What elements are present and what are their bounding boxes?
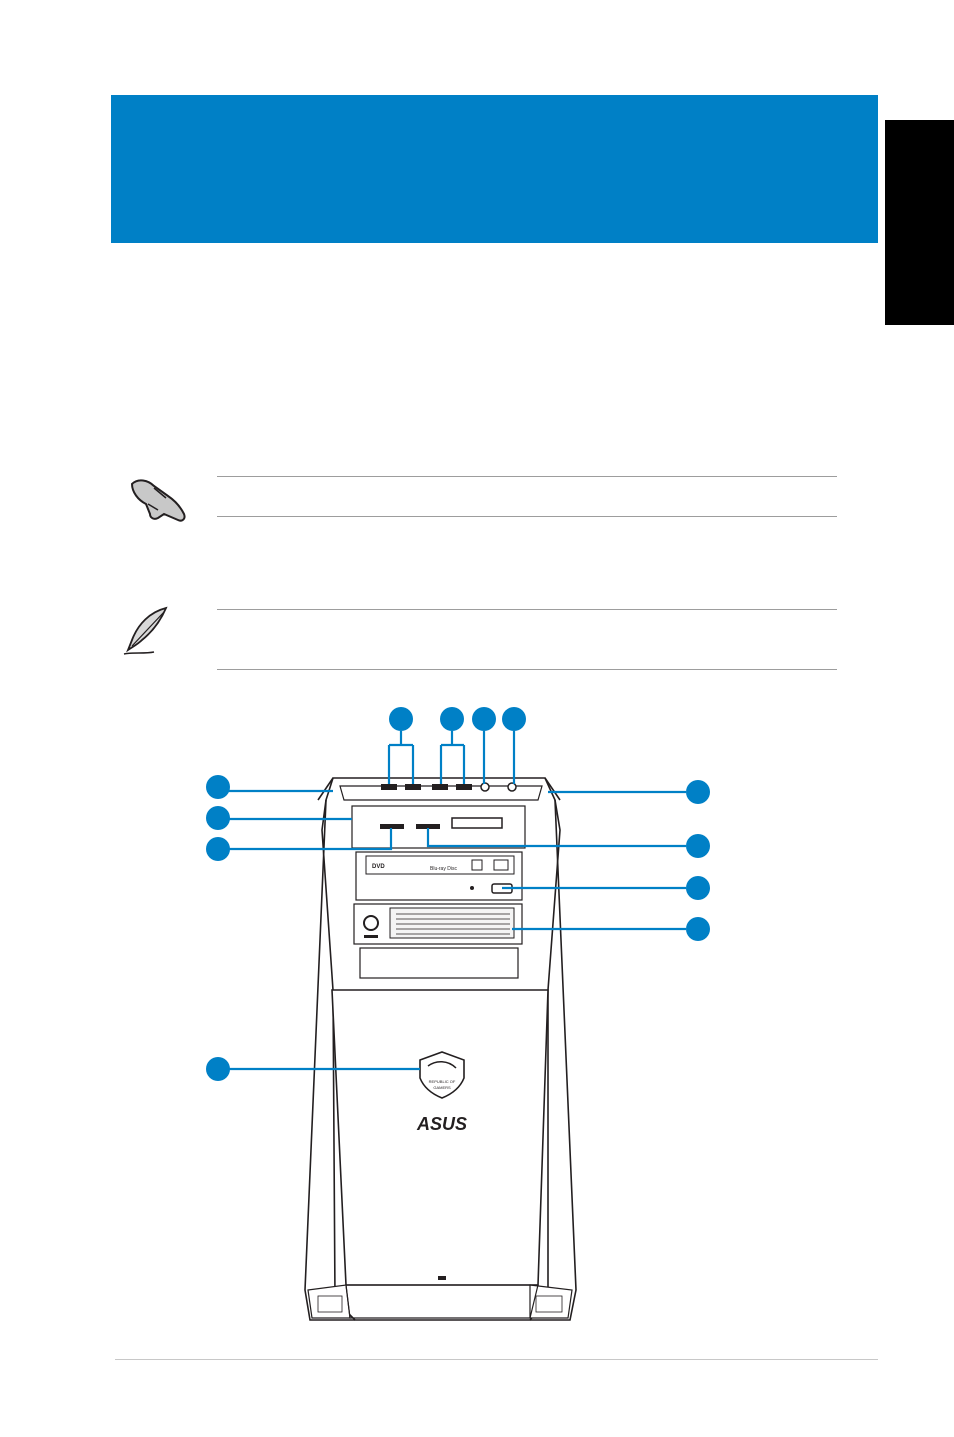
- callout-circle: [686, 917, 710, 941]
- vent-grille: [390, 908, 514, 938]
- top-io-strip: [340, 783, 542, 800]
- rog-emblem-line2: GAMERS: [433, 1085, 451, 1090]
- callout-circle: [686, 876, 710, 900]
- callout-circle: [686, 834, 710, 858]
- headphone-jack: [508, 783, 516, 791]
- card-reader-bay: [352, 806, 525, 848]
- empty-bay: [360, 948, 518, 978]
- callout-circle: [206, 775, 230, 799]
- usb2-port-2: [456, 784, 472, 790]
- usb2-port-1: [432, 784, 448, 790]
- usb3-port-1: [381, 784, 397, 790]
- callout-circle: [502, 707, 526, 731]
- drive-eject-hole: [470, 886, 474, 890]
- dvd-logo-label: DVD: [372, 864, 385, 870]
- callout-circle: [206, 806, 230, 830]
- power-button: [364, 916, 378, 930]
- bluray-logo-label: Blu-ray Disc: [430, 866, 457, 872]
- callout-circle: [206, 1057, 230, 1081]
- asus-logo: ASUS: [416, 1114, 468, 1134]
- callout-circle: [686, 780, 710, 804]
- callout-circle: [472, 707, 496, 731]
- optical-drive-bay: [356, 852, 522, 900]
- footer-rule: [115, 1359, 878, 1360]
- usb3-port-2: [405, 784, 421, 790]
- front-badge: [438, 1276, 446, 1280]
- card-slot-3: [452, 818, 502, 828]
- front-door-panel: [332, 990, 548, 1285]
- callout-circle: [440, 707, 464, 731]
- callout-circle: [206, 837, 230, 861]
- power-led: [364, 935, 378, 938]
- callout-circle: [389, 707, 413, 731]
- rog-emblem-line1: REPUBLIC OF: [428, 1079, 456, 1084]
- microphone-jack: [481, 783, 489, 791]
- power-vent-bay: [354, 904, 522, 944]
